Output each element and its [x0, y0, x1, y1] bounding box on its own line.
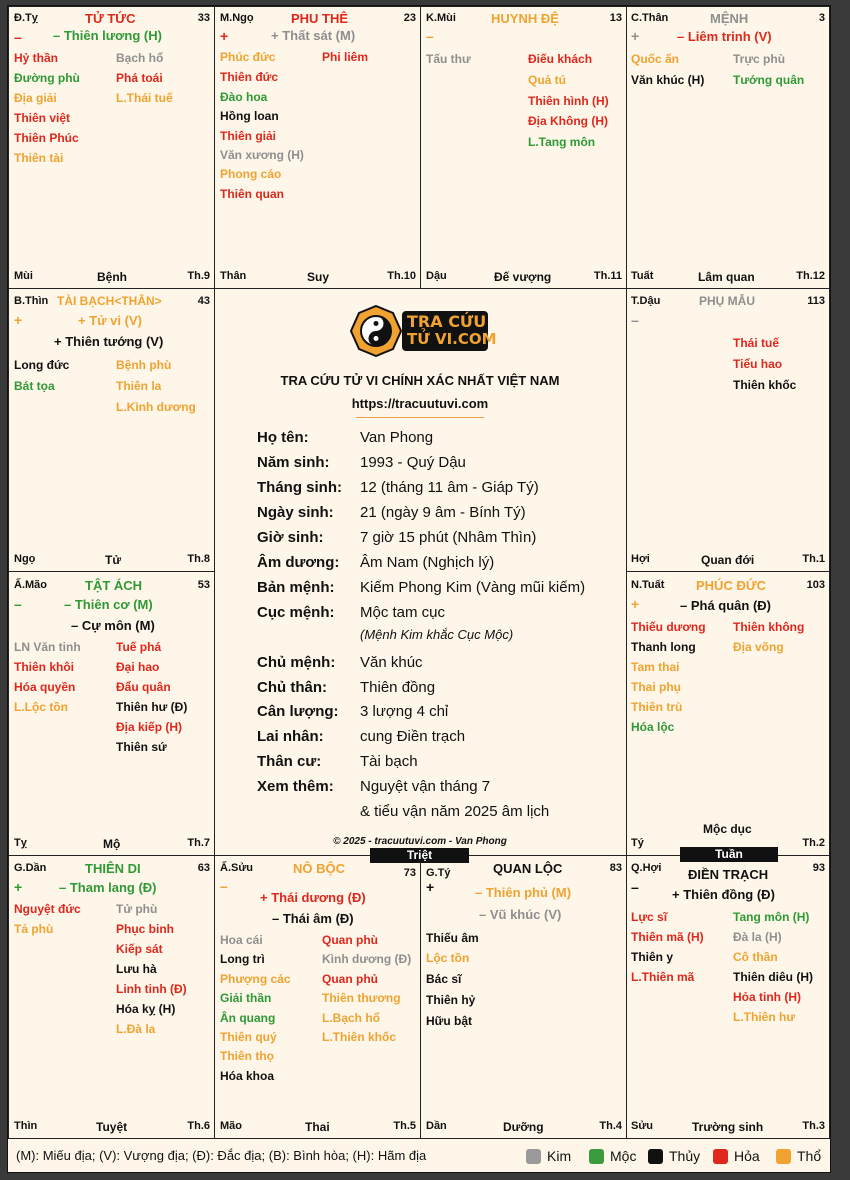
- palace-number: 43: [197, 295, 210, 307]
- center-panel: [214, 291, 626, 855]
- palace-th: Th.5: [393, 1120, 416, 1132]
- palace-number: 3: [818, 12, 825, 24]
- palace-huynh-de: [420, 6, 627, 289]
- palace-number: 23: [403, 12, 416, 24]
- legend-swatch: [776, 1149, 791, 1164]
- palace-phuc-duc: [626, 571, 830, 856]
- main-star: – Thiên phủ (M): [475, 885, 572, 900]
- palace-stage: Dưỡng: [503, 1120, 544, 1134]
- star-left: Hóa lộc: [631, 720, 675, 734]
- star-left: Thiên y: [631, 950, 674, 964]
- info-label: Âm dương:: [257, 554, 340, 571]
- info-label: Năm sinh:: [257, 454, 330, 471]
- info-value: Mộc tam cục: [360, 604, 446, 621]
- star-left: Thai phụ: [631, 680, 681, 694]
- main-star-2: + Thiên tướng (V): [54, 334, 164, 349]
- star-left: Thiên tài: [14, 151, 64, 165]
- star-right: Kình dương (Đ): [322, 952, 412, 966]
- star-left: Hóa khoa: [220, 1069, 275, 1083]
- main-star: – Thiên lương (H): [53, 28, 162, 43]
- palace-position: G.Tý: [426, 867, 451, 879]
- star-right: Bạch hổ: [116, 51, 164, 65]
- palace-number: 103: [806, 579, 825, 591]
- palace-th: Th.8: [187, 553, 210, 565]
- star-right: Trực phù: [733, 52, 786, 66]
- main-star: + Thái dương (Đ): [260, 890, 366, 905]
- palace-sign: +: [631, 596, 640, 612]
- star-left: Thiên quý: [220, 1030, 277, 1044]
- star-right: Tử phù: [116, 902, 158, 916]
- star-right: Quan phù: [322, 933, 378, 947]
- star-left: Thiếu âm: [426, 931, 479, 945]
- star-right: Quả tú: [528, 73, 566, 87]
- star-right: L.Đà la: [116, 1022, 156, 1036]
- logo-line-2: TỬ VI.COM: [407, 330, 497, 348]
- info-value: 7 giờ 15 phút (Nhâm Thìn): [360, 529, 537, 546]
- palace-stage: Mộ: [103, 837, 121, 851]
- star-left: Hữu bật: [426, 1014, 473, 1028]
- star-right: Tướng quân: [733, 73, 805, 87]
- legend-swatch: [648, 1149, 663, 1164]
- star-left: Thiên đức: [220, 70, 279, 84]
- star-left: Đường phù: [14, 71, 80, 85]
- info-label: Chủ mệnh:: [257, 654, 336, 671]
- info-label: Chủ thân:: [257, 679, 327, 696]
- star-right: Tang môn (H): [733, 910, 810, 924]
- star-right: Địa Không (H): [528, 114, 608, 128]
- palace-number: 73: [403, 867, 416, 879]
- palace-stage: Lâm quan: [698, 270, 755, 284]
- palace-branch: Thìn: [14, 1120, 38, 1132]
- palace-th: Th.12: [796, 270, 825, 282]
- legend-swatch: [589, 1149, 604, 1164]
- star-right: L.Bạch hổ: [322, 1011, 381, 1025]
- star-right: Địa võng: [733, 640, 784, 654]
- star-left: Tam thai: [631, 660, 680, 674]
- star-left: Thiên giải: [220, 129, 277, 143]
- main-star: + Tử vi (V): [78, 313, 142, 328]
- star-right: Phá toái: [116, 71, 163, 85]
- palace-name: QUAN LỘC: [493, 861, 563, 876]
- url-underline: [356, 417, 484, 418]
- star-left: Đào hoa: [220, 90, 268, 104]
- star-left: Giải thần: [220, 991, 272, 1005]
- star-right: Đẩu quân: [116, 680, 171, 694]
- star-left: Ân quang: [220, 1011, 276, 1025]
- palace-position: Ấ.Sửu: [220, 862, 254, 874]
- star-left: Văn khúc (H): [631, 73, 705, 87]
- palace-stage: Suy: [307, 270, 330, 284]
- palace-sign: –: [14, 29, 22, 45]
- palace-branch: Dần: [426, 1120, 447, 1132]
- star-right: Thiên thương: [322, 991, 401, 1005]
- star-right: Lưu hà: [116, 962, 157, 976]
- palace-phu-mau: [626, 288, 830, 572]
- info-value: Nguyệt vận tháng 7: [360, 778, 491, 795]
- palace-position: Q.Hợi: [631, 862, 662, 874]
- star-left: Thiên mã (H): [631, 930, 704, 944]
- legend-label: Thổ: [797, 1148, 822, 1164]
- palace-th: Th.9: [187, 270, 210, 282]
- palace-quan-loc: [420, 855, 627, 1139]
- palace-position: Ấ.Mão: [14, 579, 47, 591]
- info-label: Họ tên:: [257, 429, 309, 446]
- legend-label: Mộc: [610, 1148, 637, 1164]
- info-value: Văn khúc: [360, 654, 423, 671]
- star-right: Linh tinh (Đ): [116, 982, 187, 996]
- palace-branch: Tỵ: [14, 837, 27, 849]
- triet-tag: Triệt: [370, 848, 469, 863]
- star-right: Tuế phá: [116, 640, 162, 654]
- info-value: 3 lượng 4 chỉ: [360, 703, 449, 720]
- palace-dien-trach: [626, 855, 830, 1139]
- palace-stage: Mộc dục: [703, 822, 752, 836]
- palace-menh: [626, 6, 830, 289]
- palace-th: Th.6: [187, 1120, 210, 1132]
- logo-line-1: TRA CỨU: [407, 312, 487, 331]
- star-right: Thiên hư (Đ): [116, 700, 188, 714]
- info-label: Cục mệnh:: [257, 604, 335, 621]
- star-left: Hóa quyền: [14, 680, 76, 694]
- star-right: Bệnh phù: [116, 358, 172, 372]
- star-left: Tấu thư: [426, 52, 471, 66]
- tuan-tag: Tuần: [680, 847, 778, 862]
- main-star: + Thiên đồng (Đ): [672, 887, 775, 902]
- palace-sign: +: [220, 28, 229, 44]
- palace-sign: –: [220, 878, 228, 894]
- palace-name: HUYNH ĐỆ: [491, 11, 559, 26]
- star-right: Đại hao: [116, 660, 160, 674]
- palace-branch: Sửu: [631, 1120, 654, 1132]
- star-left: Tả phù: [14, 922, 54, 936]
- star-right: Hỏa tinh (H): [733, 990, 801, 1004]
- palace-branch: Mùi: [14, 270, 33, 282]
- palace-branch: Thân: [220, 270, 247, 282]
- tu-vi-chart: [7, 5, 831, 1173]
- site-logo[interactable]: [350, 305, 497, 357]
- info-value: (Mệnh Kim khắc Cục Mộc): [360, 627, 514, 642]
- palace-position: C.Thân: [631, 12, 669, 24]
- palace-stage: Thai: [305, 1120, 330, 1134]
- palace-th: Th.2: [802, 837, 825, 849]
- palace-number: 83: [609, 862, 622, 874]
- star-right: Quan phủ: [322, 972, 378, 986]
- star-left: Hoa cái: [220, 933, 263, 947]
- star-right: Thiên sứ: [116, 740, 167, 754]
- palace-branch: Tý: [631, 837, 644, 849]
- palace-name: THIÊN DI: [85, 861, 141, 876]
- palace-name: PHỤ MẪU: [699, 294, 755, 308]
- star-left: Thiên việt: [14, 111, 71, 125]
- palace-branch: Tuất: [631, 270, 654, 282]
- star-right: Hóa kỵ (H): [116, 1002, 176, 1016]
- star-right: Tiểu hao: [733, 357, 783, 371]
- star-left: Long trì: [220, 952, 265, 966]
- palace-stage: Bệnh: [97, 270, 127, 284]
- info-label: Ngày sinh:: [257, 504, 334, 521]
- star-right: Thái tuế: [733, 336, 780, 350]
- palace-position: G.Dần: [14, 862, 47, 874]
- main-star-2: – Thái âm (Đ): [272, 911, 354, 926]
- palace-position: M.Ngọ: [220, 12, 254, 24]
- main-star: – Thiên cơ (M): [64, 597, 153, 612]
- star-right: Điếu khách: [528, 52, 593, 66]
- star-right: L.Kình dương: [116, 400, 196, 414]
- palace-name: TỬ TỨC: [85, 11, 136, 26]
- main-star: – Phá quân (Đ): [680, 598, 772, 613]
- star-right: Thiên khốc: [733, 378, 797, 392]
- info-label: Lai nhân:: [257, 728, 324, 745]
- info-label: Thân cư:: [257, 753, 322, 770]
- palace-stage: Quan đới: [701, 553, 755, 567]
- palace-sign: +: [14, 312, 23, 328]
- palace-tai-bach: [8, 288, 215, 572]
- palace-name: ĐIỀN TRẠCH: [688, 867, 769, 882]
- palace-th: Th.11: [593, 270, 622, 282]
- palace-name: TÀI BẠCH<THÂN>: [57, 294, 162, 308]
- star-right: Địa kiếp (H): [116, 720, 183, 734]
- palace-number: 13: [609, 12, 622, 24]
- palace-number: 53: [197, 579, 210, 591]
- star-left: Thiên hỷ: [426, 993, 476, 1007]
- star-left: Địa giải: [14, 91, 57, 105]
- palace-th: Th.3: [802, 1120, 825, 1132]
- info-label: Giờ sinh:: [257, 529, 324, 546]
- star-right: L.Tang môn: [528, 135, 596, 149]
- palace-branch: Ngọ: [14, 553, 36, 565]
- palace-position: B.Thìn: [14, 295, 49, 307]
- site-title: TRA CỨU TỬ VI CHÍNH XÁC NHẤT VIỆT NAM: [280, 373, 560, 388]
- info-value: Kiếm Phong Kim (Vàng mũi kiếm): [360, 579, 586, 596]
- palace-sign: –: [631, 879, 639, 895]
- info-label: Xem thêm:: [257, 778, 334, 795]
- main-star: – Liêm trinh (V): [677, 29, 772, 44]
- star-left: Phúc đức: [220, 50, 276, 64]
- palace-name: MỆNH: [710, 11, 749, 26]
- palace-branch: Hợi: [631, 553, 650, 565]
- star-right: Thiên hình (H): [528, 94, 609, 108]
- palace-sign: +: [14, 879, 23, 895]
- legend-swatch: [526, 1149, 541, 1164]
- legend-swatch: [713, 1149, 728, 1164]
- star-right: L.Thiên hư: [733, 1010, 796, 1024]
- star-right: Đà la (H): [733, 930, 782, 944]
- star-left: Hỷ thần: [14, 51, 59, 65]
- info-label: Tháng sinh:: [257, 479, 342, 496]
- palace-position: T.Dậu: [631, 295, 661, 307]
- main-star: – Tham lang (Đ): [59, 880, 157, 895]
- palace-th: Th.10: [387, 270, 416, 282]
- info-value: 1993 - Quý Dậu: [360, 454, 466, 471]
- star-right: Thiên không: [733, 620, 805, 634]
- star-left: Thiếu dương: [631, 620, 706, 634]
- palace-thien-di: [8, 855, 215, 1139]
- palace-sign: –: [631, 312, 639, 328]
- site-url[interactable]: https://tracuutuvi.com: [351, 396, 489, 411]
- info-value: Van Phong: [360, 429, 434, 446]
- star-right: Phi liêm: [322, 50, 369, 64]
- star-left: Thanh long: [631, 640, 696, 654]
- star-right: Kiếp sát: [116, 942, 163, 956]
- legend-bar: [8, 1138, 830, 1173]
- legend-label: Hỏa: [734, 1148, 760, 1164]
- palace-th: Th.4: [599, 1120, 622, 1132]
- star-left: LN Văn tinh: [14, 640, 81, 654]
- star-right: L.Thiên khốc: [322, 1030, 397, 1044]
- palace-th: Th.7: [187, 837, 210, 849]
- star-left: Phượng các: [220, 972, 291, 986]
- star-left: Lộc tồn: [426, 951, 470, 965]
- star-left: L.Lộc tồn: [14, 700, 68, 714]
- palace-sign: –: [426, 28, 434, 44]
- palace-stage: Tử: [105, 553, 122, 567]
- palace-th: Th.1: [802, 553, 825, 565]
- palace-tu-tuc: [8, 6, 215, 289]
- copyright: © 2025 - tracuutuvi.com - Van Phong: [333, 836, 507, 847]
- star-left: Thiên khôi: [14, 660, 74, 674]
- info-value: cung Điền trạch: [360, 728, 466, 745]
- star-left: Thiên quan: [220, 187, 284, 201]
- palace-position: Đ.Tỵ: [14, 12, 38, 24]
- info-value: Thiên đồng: [360, 679, 436, 696]
- legend-label: Thủy: [669, 1148, 701, 1164]
- info-value: 21 (ngày 9 âm - Bính Tý): [360, 504, 526, 521]
- palace-sign: +: [426, 879, 435, 895]
- palace-name: NÔ BỘC: [293, 861, 345, 876]
- palace-position: K.Mùi: [426, 12, 456, 24]
- info-value: Âm Nam (Nghịch lý): [360, 554, 495, 571]
- palace-number: 33: [197, 12, 210, 24]
- info-value: Tài bạch: [360, 753, 418, 770]
- palace-number: 93: [812, 862, 825, 874]
- palace-name: PHU THÊ: [291, 11, 349, 26]
- palace-stage: Trường sinh: [692, 1120, 764, 1134]
- info-label: Bản mệnh:: [257, 579, 335, 596]
- palace-sign: –: [14, 596, 22, 612]
- palace-stage: Tuyệt: [96, 1120, 128, 1134]
- star-left: Lực sĩ: [631, 910, 668, 924]
- star-left: Bát tọa: [14, 379, 55, 393]
- star-right: Thiên diêu (H): [733, 970, 813, 984]
- palace-tat-ach: [8, 571, 215, 856]
- palace-stage: Đế vượng: [494, 270, 552, 284]
- star-right: Phục binh: [116, 922, 174, 936]
- star-right: Thiên la: [116, 379, 162, 393]
- star-left: Thiên trù: [631, 700, 683, 714]
- star-left: L.Thiên mã: [631, 970, 695, 984]
- palace-number: 63: [197, 862, 210, 874]
- star-left: Văn xương (H): [220, 148, 304, 162]
- main-star-2: – Cự môn (M): [71, 618, 155, 633]
- star-left: Bác sĩ: [426, 972, 462, 986]
- main-star: + Thất sát (M): [271, 28, 356, 43]
- legend-text: (M): Miếu địa; (V): Vượng địa; (Đ): Đắc địa; (B): Bình hòa; (H): Hãm địa: [16, 1148, 427, 1163]
- palace-name: TẬT ÁCH: [85, 578, 143, 593]
- palace-number: 113: [807, 295, 825, 307]
- palace-branch: Dậu: [426, 270, 447, 282]
- star-left: Long đức: [14, 358, 70, 372]
- info-label: Cân lượng:: [257, 703, 339, 720]
- palace-branch: Mão: [220, 1120, 242, 1132]
- star-left: Thiên Phúc: [14, 131, 79, 145]
- yin-yang-icon: [350, 305, 402, 357]
- palace-phu-the: [214, 6, 421, 289]
- palace-position: N.Tuất: [631, 579, 665, 591]
- palace-no-boc: [214, 855, 421, 1139]
- main-star-2: – Vũ khúc (V): [479, 907, 562, 922]
- palace-name: PHÚC ĐỨC: [696, 578, 767, 593]
- star-left: Nguyệt đức: [14, 902, 81, 916]
- star-left: Thiên thọ: [220, 1049, 274, 1063]
- palace-sign: +: [631, 28, 640, 44]
- info-value: 12 (tháng 11 âm - Giáp Tý): [360, 479, 539, 496]
- star-left: Phong cáo: [220, 167, 282, 181]
- star-left: Quốc ấn: [631, 52, 680, 66]
- info-value: & tiểu vận năm 2025 âm lịch: [360, 803, 550, 820]
- legend-label: Kim: [547, 1148, 572, 1164]
- star-left: Hồng loan: [220, 109, 279, 123]
- star-right: L.Thái tuế: [116, 91, 173, 105]
- star-right: Cô thần: [733, 950, 778, 964]
